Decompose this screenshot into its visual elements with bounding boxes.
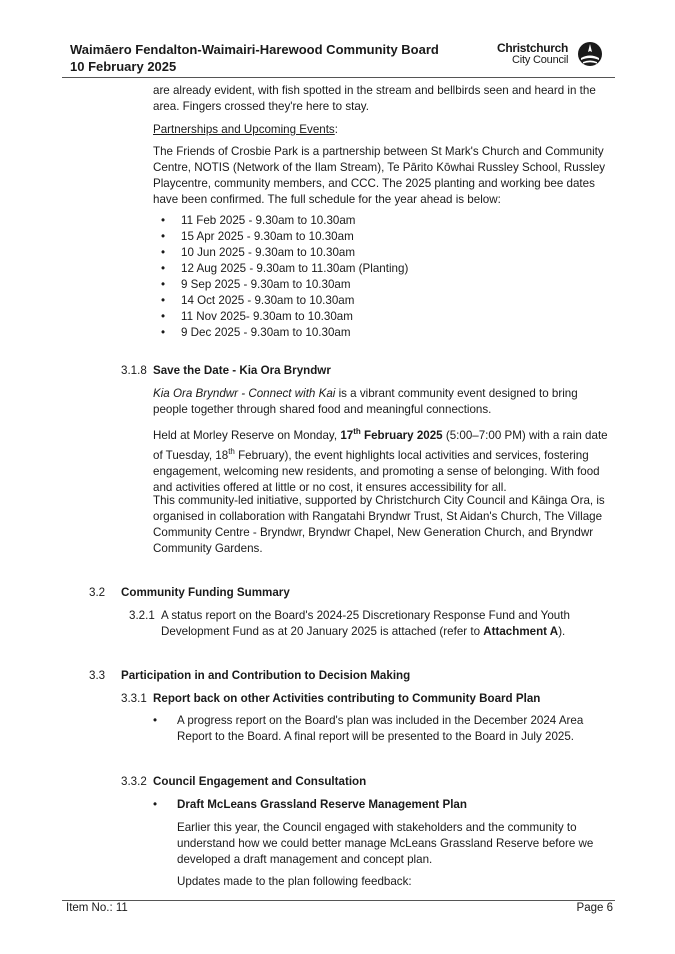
section-heading: Report back on other Activities contributing to Community Board Plan <box>153 692 541 705</box>
subsection-heading: Draft McLeans Grassland Reserve Management Plan <box>177 798 467 811</box>
list-item: • 11 Feb 2025 - 9.30am to 10.30am <box>153 213 408 229</box>
bullet-icon: • <box>153 798 158 811</box>
section-number: 3.3 <box>89 669 106 682</box>
council-logo: Christchurch City Council <box>497 41 605 71</box>
paragraph-kia-ora-details: Held at Morley Reserve on Monday, 17th February 2025 (5:00–7:00 PM) with a rain date of Tuesday, 18th February), the event highlights local activities and services, fostering engagement, welcoming new residents, and promoting a sense of belonging. With food and activities offered at little or no cost, it ensures accessibility for all. <box>153 427 608 494</box>
list-item: • 14 Oct 2025 - 9.30am to 10.30am <box>153 293 408 309</box>
list-item: • 12 Aug 2025 - 9.30am to 11.30am (Planting) <box>153 261 408 277</box>
partnerships-heading: Partnerships and Upcoming Events: <box>153 123 338 136</box>
list-item: • 10 Jun 2025 - 9.30am to 10.30am <box>153 245 408 261</box>
header-divider <box>62 77 615 78</box>
paragraph-continued: are already evident, with fish spotted in the stream and bellbirds seen and heard in the area. Fingers crossed they're here to stay. <box>153 84 596 113</box>
list-item: • 9 Sep 2025 - 9.30am to 10.30am <box>153 277 408 293</box>
paragraph-kia-ora-partners: This community-led initiative, supported by Christchurch City Council and Kāinga Ora, is organised in collaboration with Rangatahi Bryndwr Trust, St Aidan's Church, The Village Community Centre - Bryndwr, Bryndwr Chapel, New Generation Church, and Bryndwr Community Gardens. <box>153 494 605 555</box>
paragraph-mcleans: Earlier this year, the Council engaged with stakeholders and the community to understand how we could better manage McLeans Grassland Reserve before we developed a draft management and concept plan. <box>177 821 594 866</box>
paragraph-updates: Updates made to the plan following feedback: <box>177 875 412 888</box>
paragraph-kia-ora-intro: Kia Ora Bryndwr - Connect with Kai is a vibrant community event designed to bring people together through shared food and meaningful connections. <box>153 387 578 416</box>
section-number: 3.3.2 <box>121 775 147 788</box>
section-heading: Council Engagement and Consultation <box>153 775 367 788</box>
board-name: Waimāero Fendalton-Waimairi-Harewood Community Board <box>70 42 439 57</box>
paragraph-friends: The Friends of Crosbie Park is a partnership between St Mark's Church and Community Centre, NOTIS (Network of the Ilam Stream), Te Pārito Kōwhai Russley School, Russley Playcentre, community members, and CCC. The 2025 planting and working bee dates have been confirmed. The full schedule for the year ahead is below: <box>153 145 606 206</box>
paragraph-progress-report: A progress report on the Board's plan was included in the December 2024 Area Report to the Board. A final report will be presented to the Board in July 2025. <box>177 714 584 743</box>
bullet-icon: • <box>153 714 158 727</box>
section-heading: Save the Date - Kia Ora Bryndwr <box>153 364 331 377</box>
list-item: • 9 Dec 2025 - 9.30am to 10.30am <box>153 325 408 341</box>
list-item: • 15 Apr 2025 - 9.30am to 10.30am <box>153 229 408 245</box>
item-number: Item No.: 11 <box>66 902 128 914</box>
section-heading: Participation in and Contribution to Decision Making <box>121 669 411 682</box>
section-number: 3.1.8 <box>121 364 147 377</box>
section-number: 3.3.1 <box>121 692 147 705</box>
paragraph-funding: A status report on the Board's 2024-25 Discretionary Response Fund and Youth Development Fund as at 20 January 2025 is attached (refer to Attachment A). <box>161 609 570 638</box>
meeting-date: 10 February 2025 <box>70 59 177 74</box>
footer-divider <box>62 900 615 901</box>
section-number: 3.2 <box>89 586 106 599</box>
page-number: Page 6 <box>576 902 613 914</box>
list-item: • 11 Nov 2025- 9.30am to 10.30am <box>153 309 408 325</box>
page-header-title <box>70 41 439 75</box>
section-heading: Community Funding Summary <box>121 586 290 599</box>
section-number: 3.2.1 <box>129 609 155 622</box>
cathedral-logo-icon <box>577 41 603 67</box>
schedule-list <box>153 213 408 341</box>
